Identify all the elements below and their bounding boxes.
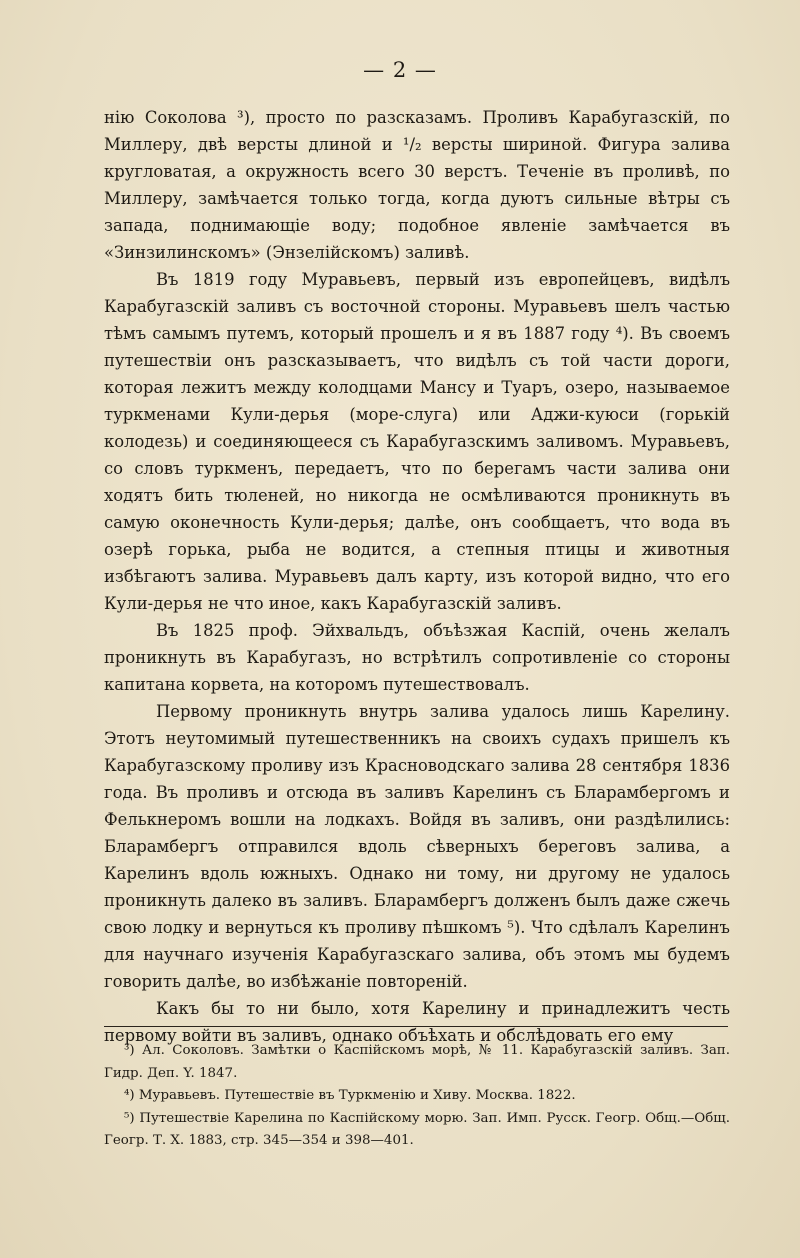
footnote-divider (104, 1026, 728, 1027)
paragraph-5: Какъ бы то ни было, хотя Карелину и принадлежитъ честь первому войти въ заливъ, однако объѣхать и обслѣдовать его ему (104, 999, 730, 1045)
paragraph-4: Первому проникнуть внутрь залива удалось лишь Карелину. Этотъ неутомимый путешественникъ на своихъ судахъ пришелъ къ Карабугазскому проливу изъ Красноводскаго залива 28 сентября 1836 года. Въ проливъ и отсюда въ заливъ Карелинъ съ Бларамбергомъ и Фелькнеромъ вошли на лодкахъ. Войдя въ заливъ, они раздѣлились: Бларамбергъ отправился вдоль сѣверныхъ береговъ залива, а Карелинъ вдоль южныхъ. Однако ни тому, ни другому не удалось проникнуть далеко въ заливъ. Бларамбергъ долженъ былъ даже сжечь свою лодку и вернуться къ проливу пѣшкомъ ⁵). Что сдѣлалъ Карелинъ для научнаго изученія Карабугазскаго залива, объ этомъ мы будемъ говорить далѣе, во избѣжаніе повтореній. (104, 702, 730, 991)
footnote-5: ⁵) Путешествіе Карелина по Каспійскому морю. Зап. Имп. Русск. Геогр. Общ.—Общ. Геогр. Т. Х. 1883, стр. 345—354 и 398—401. (104, 1110, 730, 1148)
paragraph-3: Въ 1825 проф. Эйхвальдъ, объѣзжая Каспій, очень желалъ проникнуть въ Карабугазъ, но встрѣтилъ сопротивленіе со стороны капитана корвета, на которомъ путешествовалъ. (104, 621, 730, 694)
page-number: — 2 — (363, 58, 437, 82)
paragraph-1: нію Соколова ³), просто по разсказамъ. Проливъ Карабугазскій, по Миллеру, двѣ версты длиной и ¹/₂ версты шириной. Фигура залива кругловатая, а окружность всего 30 верстъ. Теченіе въ проливѣ, по Миллеру, замѣчается только тогда, когда дуютъ сильные вѣтры съ запада, поднимающіе воду; подобное явленіе замѣчается въ «Зинзилинскомъ» (Энзелійскомъ) заливѣ. (104, 108, 730, 262)
paragraph-2: Въ 1819 году Муравьевъ, первый изъ европейцевъ, видѣлъ Карабугазскій заливъ съ восточной стороны. Муравьевъ шелъ частью тѣмъ самымъ путемъ, который прошелъ и я въ 1887 году ⁴). Въ своемъ путешествіи онъ разсказываетъ, что видѣлъ съ той части дороги, которая лежитъ между колодцами Мансу и Туаръ, озеро, называемое туркменами Кули-дерья (море-слуга) или Аджи-куюси (горькій колодезь) и соединяющееся съ Карабугазскимъ заливомъ. Муравьевъ, со словъ туркменъ, передаетъ, что по берегамъ части залива они ходятъ бить тюленей, но никогда не осмѣливаются проникнуть въ самую оконечность Кули-дерья; далѣе, онъ сообщаетъ, что вода въ озерѣ горька, рыба не водится, а степныя птицы и животныя избѣгаютъ залива. Муравьевъ далъ карту, изъ которой видно, что его Кули-дерья не что иное, какъ Карабугазскій заливъ. (104, 270, 730, 613)
footnotes (104, 1040, 730, 1153)
footnote-3: ³) Ал. Соколовъ. Замѣтки о Каспійскомъ морѣ, № 11. Карабугазскій заливъ. Зап. Гидр. Деп. Y. 1847. (104, 1043, 730, 1081)
main-text (104, 104, 730, 1049)
footnote-4: ⁴) Муравьевъ. Путешествіе въ Туркменію и Хиву. Москва. 1822. (124, 1088, 576, 1103)
